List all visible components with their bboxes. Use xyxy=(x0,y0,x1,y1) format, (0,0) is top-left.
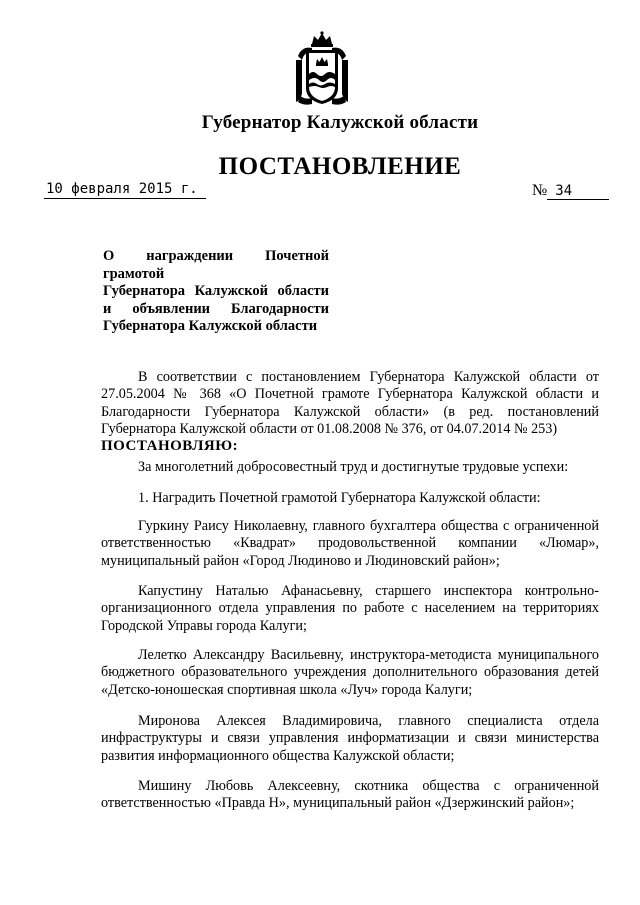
awardee-entry xyxy=(101,583,599,635)
coat-of-arms-icon xyxy=(292,30,352,108)
awardee-paragraph: Лелетко Александру Васильевну, инструктора-методиста муниципального бюджетного образовательного учреждения дополнительного образования детей «Детско-юношеская спортивная школа «Луч» города Калуги; xyxy=(101,647,599,698)
item-1-line xyxy=(101,490,599,507)
document-type-title: ПОСТАНОВЛЕНИЕ xyxy=(218,153,462,180)
awardee-paragraph: Гуркину Раису Николаевну, главного бухгалтера общества с ограниченной ответственностью «Квадрат» продовольственной компании «Люмар», муниципальный район «Город Людиново и Людиновский район»; xyxy=(101,518,599,569)
number-value: 34 xyxy=(547,183,609,200)
item-1-paragraph: 1. Наградить Почетной грамотой Губернатора Калужской области: xyxy=(138,490,541,506)
subject-line: и объявлении Благодарности xyxy=(103,300,329,317)
issuing-authority: Губернатор Калужской области xyxy=(201,112,479,133)
subject-line: О награждении Почетной грамотой xyxy=(103,248,329,282)
document-subject xyxy=(103,248,329,336)
awardee-entry xyxy=(101,647,599,699)
awardee-entry xyxy=(101,713,599,765)
document-date: 10 февраля 2015 г. xyxy=(44,181,206,199)
subject-line: Губернатора Калужской области xyxy=(103,283,329,299)
awardee-paragraph: Мишину Любовь Алексеевну, скотника общества с ограниченной ответственностью «Правда Н», муниципальный район «Дзержинский район»; xyxy=(101,778,599,812)
awardee-paragraph: Миронова Алексея Владимировича, главного специалиста отдела инфраструктуры и связи управления информатизации и связи министерства развития информационного общества Калужской области; xyxy=(101,713,599,764)
awardee-paragraph: Капустину Наталью Афанасьевну, старшего инспектора контрольно-организационного отдела управления по работе с населением на территориях Городской Управы города Калуги; xyxy=(101,583,599,634)
decree-word: ПОСТАНОВЛЯЮ: xyxy=(101,438,239,455)
number-sign: № xyxy=(532,182,548,199)
reason-paragraph: За многолетний добросовестный труд и достигнутые трудовые успехи: xyxy=(138,459,569,475)
subject-line: Губернатора Калужской области xyxy=(103,318,318,334)
preamble-block xyxy=(101,369,599,455)
awardee-entry xyxy=(101,518,599,570)
preamble-paragraph: В соответствии с постановлением Губернатора Калужской области от 27.05.2004 № 368 «О Почетной грамоте Губернатора Калужской области и Благодарности Губернатора Калужской области» (в ред. постановлений Губернатора Калужской области от 01.08.2008 № 376, от 04.07.2014 № 253) xyxy=(101,369,599,437)
reason-line xyxy=(101,459,599,476)
awardee-entry xyxy=(101,778,599,813)
document-number xyxy=(532,182,609,200)
